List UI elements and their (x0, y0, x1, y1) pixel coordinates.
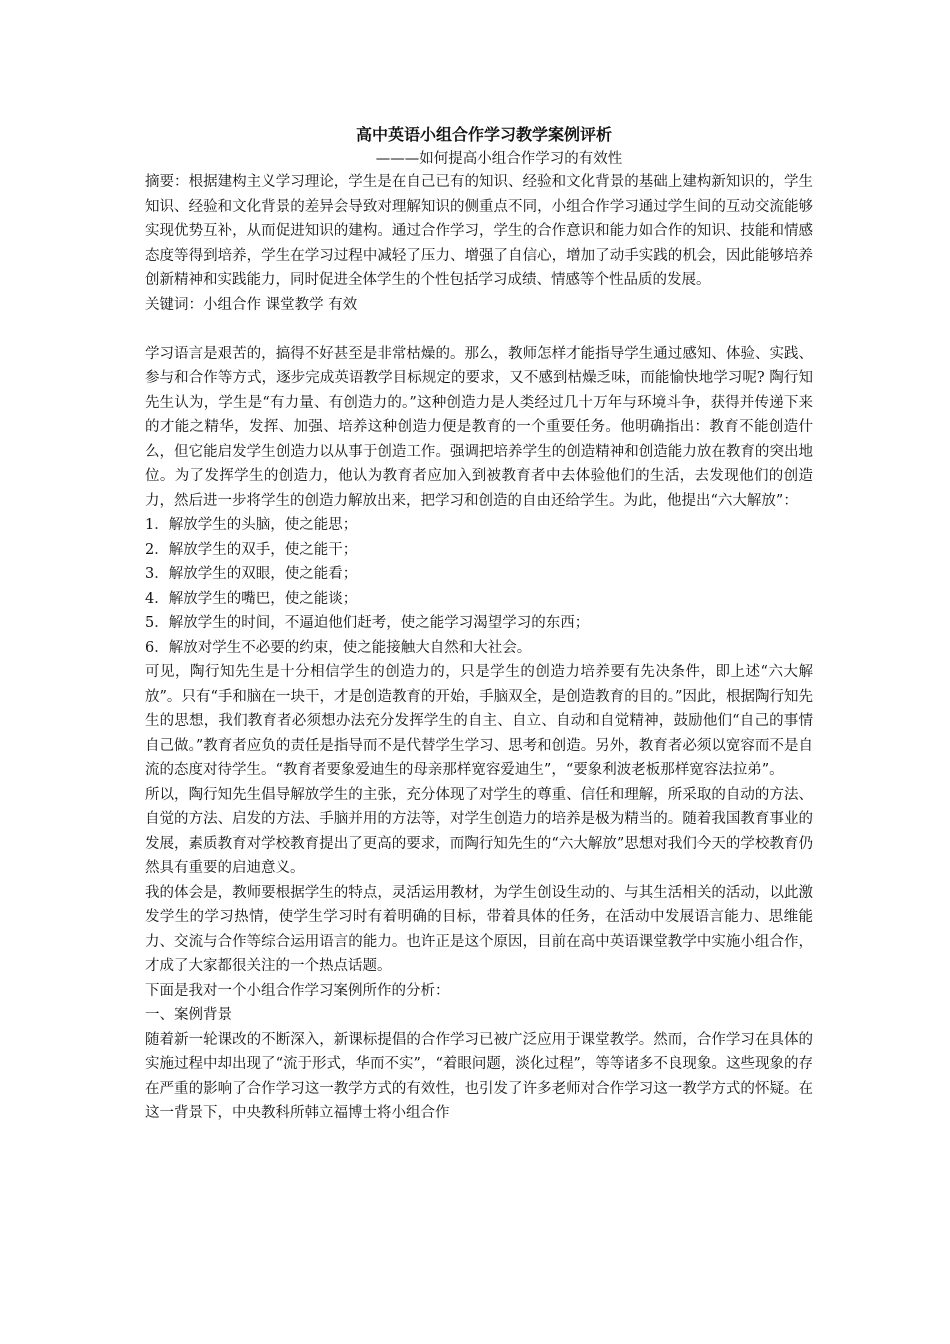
abstract-paragraph: 摘要：根据建构主义学习理论，学生是在自己已有的知识、经验和文化背景的基础上建构新知识的，学生知识、经验和文化背景的差异会导致对理解知识的侧重点不同，小组合作学习通过学生间的互动交流能够实现优势互补，从而促进知识的建构。通过合作学习，学生的合作意识和能力如合作的知识、技能和情感态度等得到培养，学生在学习过程中减轻了压力、增强了自信心，增加了动手实践的机会，因此能够培养创新精神和实践能力，同时促进全体学生的个性包括学习成绩、情感等个性品质的发展。 (145, 174, 813, 288)
document-title: 高中英语小组合作学习教学案例评析 (355, 125, 612, 144)
document-body (145, 122, 813, 1126)
body-paragraph: 可见，陶行知先生是十分相信学生的创造力的，只是学生的创造力培养要有先决条件，即上述“六大解放”。只有“手和脑在一块干，才是创造教育的开始，手脑双全，是创造教育的目的。”因此，根据陶行知先生的思想，我们教育者必须想办法充分发挥学生的自主、自立、自动和自觉精神，鼓励他们“自己的事情自己做。”教育者应负的责任是指导而不是代替学生学习、思考和创造。另外，教育者必须以宽容而不是自流的态度对待学生。“教育者要象爱迪生的母亲那样宽容爱迪生”，“要象利波老板那样宽容法拉弟”。 (145, 664, 813, 778)
body-paragraph: 下面是我对一个小组合作学习案例所作的分析： (145, 982, 450, 999)
section-heading: 一、案例背景 (145, 1007, 232, 1023)
document-subtitle: ———如何提高小组合作学习的有效性 (375, 151, 623, 167)
body-paragraph: 随着新一轮课改的不断深入，新课标提倡的合作学习已被广泛应用于课堂教学。然而，合作学习在具体的实施过程中却出现了“流于形式，华而不实”，“着眼问题，淡化过程”，等等诸多不良现象。这些现象的存在严重的影响了合作学习这一教学方式的有效性，也引发了许多老师对合作学习这一教学方式的怀疑。在这一背景下，中央教科所韩立福博士将小组合作 (145, 1031, 813, 1121)
list-item: 4．解放学生的嘴巴，使之能谈； (145, 590, 358, 607)
body-paragraph: 所以，陶行知先生倡导解放学生的主张，充分体现了对学生的尊重、信任和理解，所采取的自动的方法、自觉的方法、启发的方法、手脑并用的方法等，对学生创造力的培养是极为精当的。随着我国教育事业的发展，素质教育对学校教育提出了更高的要求，而陶行知先生的“六大解放”思想对我们今天的学校教育仍然具有重要的启迪意义。 (145, 786, 813, 876)
list-item: 1．解放学生的头脑，使之能思； (145, 517, 358, 533)
list-item: 3．解放学生的双眼，使之能看； (145, 566, 358, 582)
blank-line (145, 317, 813, 342)
list-item: 2．解放学生的双手，使之能干； (145, 541, 358, 558)
body-paragraph: 我的体会是，教师要根据学生的特点，灵活运用教材，为学生创设生动的、与其生活相关的活动，以此激发学生的学习热情，使学生学习时有着明确的目标，带着具体的任务，在活动中发展语言能力、思维能力、交流与合作等综合运用语言的能力。也许正是这个原因，目前在高中英语课堂教学中实施小组合作，才成了大家都很关注的一个热点话题。 (145, 884, 813, 974)
body-paragraph: 学习语言是艰苦的，搞得不好甚至是非常枯燥的。那么，教师怎样才能指导学生通过感知、体验、实践、参与和合作等方式，逐步完成英语教学目标规定的要求，又不感到枯燥乏味，而能愉快地学习呢? 陶行知先生认为，学生是“有力量、有创造力的。”这种创造力是人类经过几十万年与环境斗争，获得并传递下来的才能之精华，发挥、加强、培养这种创造力便是教育的一个重要任务。他明确指出：教育不能创造什么，但它能启发学生创造力以从事于创造工作。强调把培养学生的创造精神和创造能力放在教育的突出地位。为了发挥学生的创造力，他认为教育者应加入到被教育者中去体验他们的生活，去发现他们的创造力，然后进一步将学生的创造力解放出来，把学习和创造的自由还给学生。为此，他提出“六大解放”： (145, 345, 813, 509)
list-item: 6．解放对学生不必要的约束，使之能接触大自然和大社会。 (145, 639, 532, 656)
list-item: 5．解放学生的时间，不逼迫他们赶考，使之能学习渴望学习的东西； (145, 615, 590, 631)
keywords-line: 关键词：小组合作 课堂教学 有效 (145, 296, 358, 313)
